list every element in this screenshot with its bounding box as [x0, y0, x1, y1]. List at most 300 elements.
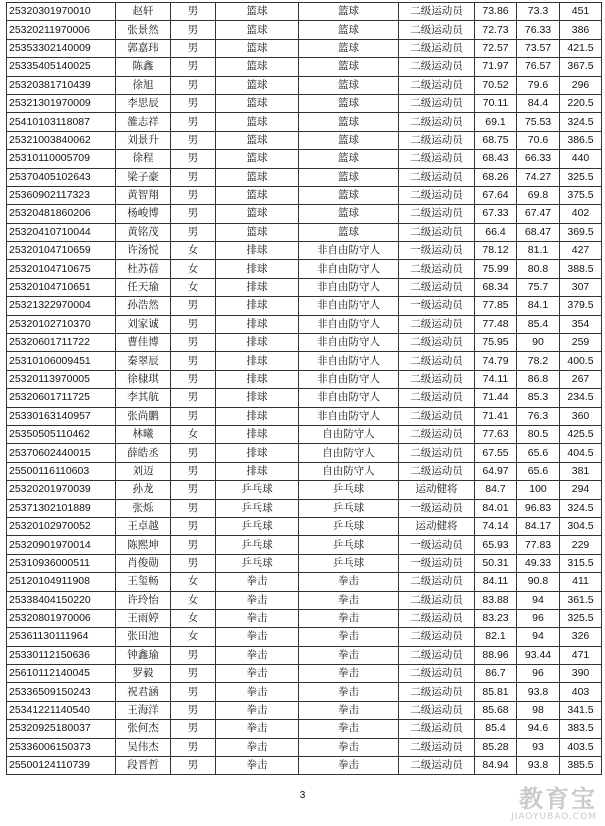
- event-cell: 拳击: [299, 665, 399, 683]
- table-row: [7, 536, 602, 554]
- gender-cell: 女: [171, 425, 216, 443]
- exam-id-cell: 25321301970009: [7, 94, 116, 112]
- gender-cell: 男: [171, 131, 216, 149]
- table-row: [7, 425, 602, 443]
- sport-cell: 篮球: [216, 39, 299, 57]
- sport-cell: 乒乓球: [216, 499, 299, 517]
- name-cell: 曹佳博: [116, 334, 171, 352]
- score2-cell: 65.6: [517, 462, 560, 480]
- level-cell: 二级运动员: [399, 334, 475, 352]
- name-cell: 林曦: [116, 425, 171, 443]
- event-cell: 拳击: [299, 591, 399, 609]
- total-cell: 294: [560, 481, 602, 499]
- score1-cell: 68.34: [475, 278, 517, 296]
- sport-cell: 篮球: [216, 76, 299, 94]
- event-cell: 非自由防守人: [299, 278, 399, 296]
- gender-cell: 男: [171, 554, 216, 572]
- sport-cell: 排球: [216, 425, 299, 443]
- score2-cell: 100: [517, 481, 560, 499]
- event-cell: 乒乓球: [299, 536, 399, 554]
- score2-cell: 96: [517, 609, 560, 627]
- score2-cell: 65.6: [517, 444, 560, 462]
- level-cell: 二级运动员: [399, 186, 475, 204]
- gender-cell: 男: [171, 168, 216, 186]
- gender-cell: 男: [171, 683, 216, 701]
- gender-cell: 男: [171, 389, 216, 407]
- name-cell: 郭嘉玮: [116, 39, 171, 57]
- score1-cell: 71.97: [475, 58, 517, 76]
- event-cell: 自由防守人: [299, 425, 399, 443]
- event-cell: 篮球: [299, 150, 399, 168]
- score1-cell: 71.44: [475, 389, 517, 407]
- table-row: [7, 462, 602, 480]
- event-cell: 篮球: [299, 39, 399, 57]
- event-cell: 篮球: [299, 3, 399, 21]
- total-cell: 400.5: [560, 352, 602, 370]
- total-cell: 361.5: [560, 591, 602, 609]
- score2-cell: 70.6: [517, 131, 560, 149]
- sport-cell: 排球: [216, 389, 299, 407]
- event-cell: 非自由防守人: [299, 352, 399, 370]
- exam-id-cell: 25320113970005: [7, 370, 116, 388]
- score1-cell: 85.81: [475, 683, 517, 701]
- page-number: 3: [299, 790, 306, 801]
- exam-id-cell: 25320102970052: [7, 517, 116, 535]
- sport-cell: 篮球: [216, 3, 299, 21]
- score2-cell: 69.8: [517, 186, 560, 204]
- score2-cell: 80.5: [517, 425, 560, 443]
- score1-cell: 50.31: [475, 554, 517, 572]
- sport-cell: 排球: [216, 260, 299, 278]
- score2-cell: 93.8: [517, 757, 560, 775]
- score2-cell: 98: [517, 701, 560, 719]
- sport-cell: 拳击: [216, 646, 299, 664]
- gender-cell: 女: [171, 628, 216, 646]
- score2-cell: 90.8: [517, 573, 560, 591]
- event-cell: 篮球: [299, 94, 399, 112]
- table-row: [7, 389, 602, 407]
- score2-cell: 81.1: [517, 242, 560, 260]
- score1-cell: 84.7: [475, 481, 517, 499]
- gender-cell: 男: [171, 334, 216, 352]
- level-cell: 二级运动员: [399, 701, 475, 719]
- event-cell: 非自由防守人: [299, 370, 399, 388]
- sport-cell: 排球: [216, 352, 299, 370]
- score1-cell: 85.28: [475, 738, 517, 756]
- score2-cell: 66.33: [517, 150, 560, 168]
- event-cell: 篮球: [299, 205, 399, 223]
- score1-cell: 77.85: [475, 297, 517, 315]
- event-cell: 拳击: [299, 738, 399, 756]
- exam-id-cell: 25320601711725: [7, 389, 116, 407]
- sport-cell: 篮球: [216, 205, 299, 223]
- event-cell: 篮球: [299, 131, 399, 149]
- sport-cell: 拳击: [216, 757, 299, 775]
- score1-cell: 85.68: [475, 701, 517, 719]
- sport-cell: 排球: [216, 297, 299, 315]
- name-cell: 王海洋: [116, 701, 171, 719]
- level-cell: 二级运动员: [399, 315, 475, 333]
- name-cell: 钟鑫瑜: [116, 646, 171, 664]
- gender-cell: 男: [171, 94, 216, 112]
- table-row: [7, 242, 602, 260]
- exam-id-cell: 25361130111964: [7, 628, 116, 646]
- total-cell: 388.5: [560, 260, 602, 278]
- sport-cell: 篮球: [216, 186, 299, 204]
- name-cell: 刘家诚: [116, 315, 171, 333]
- score2-cell: 76.57: [517, 58, 560, 76]
- sport-cell: 排球: [216, 334, 299, 352]
- table-row: [7, 701, 602, 719]
- event-cell: 篮球: [299, 186, 399, 204]
- table-row: [7, 352, 602, 370]
- score1-cell: 68.43: [475, 150, 517, 168]
- exam-id-cell: 25370602440015: [7, 444, 116, 462]
- total-cell: 324.5: [560, 499, 602, 517]
- event-cell: 拳击: [299, 683, 399, 701]
- event-cell: 篮球: [299, 223, 399, 241]
- sport-cell: 篮球: [216, 113, 299, 131]
- score1-cell: 83.88: [475, 591, 517, 609]
- gender-cell: 男: [171, 499, 216, 517]
- table-row: [7, 186, 602, 204]
- name-cell: 刘景升: [116, 131, 171, 149]
- score1-cell: 67.55: [475, 444, 517, 462]
- sport-cell: 拳击: [216, 591, 299, 609]
- gender-cell: 男: [171, 21, 216, 39]
- sport-cell: 排球: [216, 278, 299, 296]
- total-cell: 307: [560, 278, 602, 296]
- sport-cell: 排球: [216, 370, 299, 388]
- level-cell: 一级运动员: [399, 499, 475, 517]
- table-row: [7, 94, 602, 112]
- table-row: [7, 683, 602, 701]
- level-cell: 运动健将: [399, 517, 475, 535]
- exam-id-cell: 25330112150636: [7, 646, 116, 664]
- score1-cell: 65.93: [475, 536, 517, 554]
- exam-id-cell: 25320381710439: [7, 76, 116, 94]
- table-row: [7, 278, 602, 296]
- score1-cell: 67.33: [475, 205, 517, 223]
- table-row: [7, 591, 602, 609]
- event-cell: 拳击: [299, 646, 399, 664]
- score2-cell: 85.4: [517, 315, 560, 333]
- name-cell: 王玺畅: [116, 573, 171, 591]
- sport-cell: 拳击: [216, 720, 299, 738]
- gender-cell: 女: [171, 242, 216, 260]
- gender-cell: 男: [171, 352, 216, 370]
- score1-cell: 74.14: [475, 517, 517, 535]
- total-cell: 404.5: [560, 444, 602, 462]
- gender-cell: 男: [171, 665, 216, 683]
- name-cell: 孙浩然: [116, 297, 171, 315]
- table-row: [7, 738, 602, 756]
- name-cell: 徐程: [116, 150, 171, 168]
- name-cell: 祝君涵: [116, 683, 171, 701]
- score1-cell: 86.7: [475, 665, 517, 683]
- total-cell: 367.5: [560, 58, 602, 76]
- sport-cell: 拳击: [216, 701, 299, 719]
- total-cell: 296: [560, 76, 602, 94]
- exam-id-cell: 25320301970010: [7, 3, 116, 21]
- gender-cell: 男: [171, 76, 216, 94]
- exam-id-cell: 25353302140009: [7, 39, 116, 57]
- exam-id-cell: 25500116110603: [7, 462, 116, 480]
- table-row: [7, 205, 602, 223]
- sport-cell: 拳击: [216, 628, 299, 646]
- sport-cell: 拳击: [216, 665, 299, 683]
- score2-cell: 93: [517, 738, 560, 756]
- score1-cell: 84.01: [475, 499, 517, 517]
- watermark-url: JIAOYUBAO.COM: [511, 812, 597, 822]
- exam-id-cell: 25335405140025: [7, 58, 116, 76]
- name-cell: 薛皓丞: [116, 444, 171, 462]
- total-cell: 425.5: [560, 425, 602, 443]
- level-cell: 二级运动员: [399, 39, 475, 57]
- name-cell: 赵轩: [116, 3, 171, 21]
- table-row: [7, 609, 602, 627]
- table-row: [7, 76, 602, 94]
- event-cell: 拳击: [299, 573, 399, 591]
- score1-cell: 66.4: [475, 223, 517, 241]
- sport-cell: 乒乓球: [216, 517, 299, 535]
- table-row: [7, 315, 602, 333]
- gender-cell: 男: [171, 536, 216, 554]
- score1-cell: 68.75: [475, 131, 517, 149]
- score1-cell: 85.4: [475, 720, 517, 738]
- level-cell: 二级运动员: [399, 370, 475, 388]
- score1-cell: 70.52: [475, 76, 517, 94]
- total-cell: 325.5: [560, 609, 602, 627]
- event-cell: 非自由防守人: [299, 260, 399, 278]
- gender-cell: 女: [171, 278, 216, 296]
- total-cell: 386: [560, 21, 602, 39]
- table-row: [7, 573, 602, 591]
- gender-cell: 男: [171, 444, 216, 462]
- total-cell: 341.5: [560, 701, 602, 719]
- exam-id-cell: 25320104710659: [7, 242, 116, 260]
- name-cell: 任天瑜: [116, 278, 171, 296]
- exam-id-cell: 25371302101889: [7, 499, 116, 517]
- sport-cell: 篮球: [216, 58, 299, 76]
- name-cell: 秦翠辰: [116, 352, 171, 370]
- sport-cell: 拳击: [216, 683, 299, 701]
- sport-cell: 篮球: [216, 94, 299, 112]
- exam-id-cell: 25500124110739: [7, 757, 116, 775]
- event-cell: 自由防守人: [299, 462, 399, 480]
- event-cell: 篮球: [299, 76, 399, 94]
- event-cell: 乒乓球: [299, 481, 399, 499]
- event-cell: 篮球: [299, 58, 399, 76]
- exam-id-cell: 25321322970004: [7, 297, 116, 315]
- exam-id-cell: 25336509150243: [7, 683, 116, 701]
- name-cell: 张何杰: [116, 720, 171, 738]
- level-cell: 二级运动员: [399, 683, 475, 701]
- total-cell: 386.5: [560, 131, 602, 149]
- score1-cell: 73.86: [475, 3, 517, 21]
- name-cell: 罗毅: [116, 665, 171, 683]
- level-cell: 二级运动员: [399, 223, 475, 241]
- table-row: [7, 260, 602, 278]
- score1-cell: 84.11: [475, 573, 517, 591]
- sport-cell: 篮球: [216, 168, 299, 186]
- score2-cell: 84.17: [517, 517, 560, 535]
- table-row: [7, 517, 602, 535]
- score1-cell: 82.1: [475, 628, 517, 646]
- table-row: [7, 499, 602, 517]
- score1-cell: 71.41: [475, 407, 517, 425]
- score2-cell: 80.8: [517, 260, 560, 278]
- table-row: [7, 554, 602, 572]
- event-cell: 非自由防守人: [299, 407, 399, 425]
- exam-id-cell: 25320601711722: [7, 334, 116, 352]
- gender-cell: 男: [171, 297, 216, 315]
- table-row: [7, 370, 602, 388]
- level-cell: 二级运动员: [399, 278, 475, 296]
- event-cell: 拳击: [299, 701, 399, 719]
- total-cell: 229: [560, 536, 602, 554]
- total-cell: 234.5: [560, 389, 602, 407]
- exam-id-cell: 25336006150373: [7, 738, 116, 756]
- exam-id-cell: 25320801970006: [7, 609, 116, 627]
- name-cell: 王雨婷: [116, 609, 171, 627]
- gender-cell: 男: [171, 481, 216, 499]
- level-cell: 二级运动员: [399, 3, 475, 21]
- watermark-logo: [511, 786, 597, 822]
- total-cell: 383.5: [560, 720, 602, 738]
- score2-cell: 90: [517, 334, 560, 352]
- gender-cell: 女: [171, 260, 216, 278]
- score2-cell: 77.83: [517, 536, 560, 554]
- level-cell: 运动健将: [399, 481, 475, 499]
- table-row: [7, 113, 602, 131]
- exam-id-cell: 25341221140540: [7, 701, 116, 719]
- gender-cell: 男: [171, 646, 216, 664]
- score1-cell: 72.73: [475, 21, 517, 39]
- level-cell: 二级运动员: [399, 389, 475, 407]
- score1-cell: 77.48: [475, 315, 517, 333]
- level-cell: 二级运动员: [399, 462, 475, 480]
- sport-cell: 拳击: [216, 738, 299, 756]
- exam-id-cell: 25310936000511: [7, 554, 116, 572]
- name-cell: 肖俊勋: [116, 554, 171, 572]
- gender-cell: 男: [171, 315, 216, 333]
- name-cell: 李其航: [116, 389, 171, 407]
- level-cell: 二级运动员: [399, 646, 475, 664]
- score1-cell: 72.57: [475, 39, 517, 57]
- total-cell: 390: [560, 665, 602, 683]
- event-cell: 拳击: [299, 609, 399, 627]
- name-cell: 吴伟杰: [116, 738, 171, 756]
- exam-id-cell: 25610112140045: [7, 665, 116, 683]
- level-cell: 二级运动员: [399, 757, 475, 775]
- sport-cell: 篮球: [216, 150, 299, 168]
- name-cell: 刘迈: [116, 462, 171, 480]
- name-cell: 黄铭茂: [116, 223, 171, 241]
- name-cell: 张田池: [116, 628, 171, 646]
- level-cell: 二级运动员: [399, 21, 475, 39]
- sport-cell: 篮球: [216, 131, 299, 149]
- sport-cell: 排球: [216, 407, 299, 425]
- gender-cell: 男: [171, 223, 216, 241]
- exam-id-cell: 25320410710044: [7, 223, 116, 241]
- score1-cell: 70.11: [475, 94, 517, 112]
- gender-cell: 男: [171, 407, 216, 425]
- score1-cell: 78.12: [475, 242, 517, 260]
- score2-cell: 85.3: [517, 389, 560, 407]
- table-row: [7, 168, 602, 186]
- score2-cell: 67.47: [517, 205, 560, 223]
- level-cell: 二级运动员: [399, 168, 475, 186]
- total-cell: 379.5: [560, 297, 602, 315]
- level-cell: 二级运动员: [399, 352, 475, 370]
- exam-id-cell: 25360902117323: [7, 186, 116, 204]
- table-row: [7, 757, 602, 775]
- sport-cell: 乒乓球: [216, 536, 299, 554]
- name-cell: 雒志祥: [116, 113, 171, 131]
- name-cell: 李思辰: [116, 94, 171, 112]
- score1-cell: 69.1: [475, 113, 517, 131]
- level-cell: 二级运动员: [399, 609, 475, 627]
- name-cell: 杨峻博: [116, 205, 171, 223]
- sport-cell: 篮球: [216, 21, 299, 39]
- gender-cell: 女: [171, 591, 216, 609]
- total-cell: 360: [560, 407, 602, 425]
- sport-cell: 排球: [216, 444, 299, 462]
- event-cell: 拳击: [299, 720, 399, 738]
- table-row: [7, 150, 602, 168]
- event-cell: 非自由防守人: [299, 315, 399, 333]
- table-row: [7, 481, 602, 499]
- name-cell: 张烁: [116, 499, 171, 517]
- score2-cell: 73.57: [517, 39, 560, 57]
- exam-id-cell: 25350505110462: [7, 425, 116, 443]
- level-cell: 二级运动员: [399, 628, 475, 646]
- table-row: [7, 444, 602, 462]
- table-row: [7, 58, 602, 76]
- name-cell: 张尚鹏: [116, 407, 171, 425]
- score2-cell: 73.3: [517, 3, 560, 21]
- score1-cell: 74.79: [475, 352, 517, 370]
- gender-cell: 女: [171, 609, 216, 627]
- exam-id-cell: 25320901970014: [7, 536, 116, 554]
- total-cell: 381: [560, 462, 602, 480]
- total-cell: 403.5: [560, 738, 602, 756]
- total-cell: 451: [560, 3, 602, 21]
- exam-id-cell: 25370405102643: [7, 168, 116, 186]
- level-cell: 一级运动员: [399, 242, 475, 260]
- score2-cell: 93.8: [517, 683, 560, 701]
- exam-id-cell: 25330163140957: [7, 407, 116, 425]
- score2-cell: 84.1: [517, 297, 560, 315]
- gender-cell: 男: [171, 113, 216, 131]
- score2-cell: 84.4: [517, 94, 560, 112]
- exam-id-cell: 25320201970039: [7, 481, 116, 499]
- exam-id-cell: 25310106009451: [7, 352, 116, 370]
- event-cell: 篮球: [299, 21, 399, 39]
- event-cell: 拳击: [299, 757, 399, 775]
- table-row: [7, 131, 602, 149]
- score2-cell: 78.2: [517, 352, 560, 370]
- name-cell: 段晋哲: [116, 757, 171, 775]
- athlete-roster-table: [6, 2, 602, 775]
- table-body: [7, 3, 602, 775]
- name-cell: 徐棣琪: [116, 370, 171, 388]
- sport-cell: 排球: [216, 242, 299, 260]
- total-cell: 411: [560, 573, 602, 591]
- sport-cell: 篮球: [216, 223, 299, 241]
- gender-cell: 女: [171, 573, 216, 591]
